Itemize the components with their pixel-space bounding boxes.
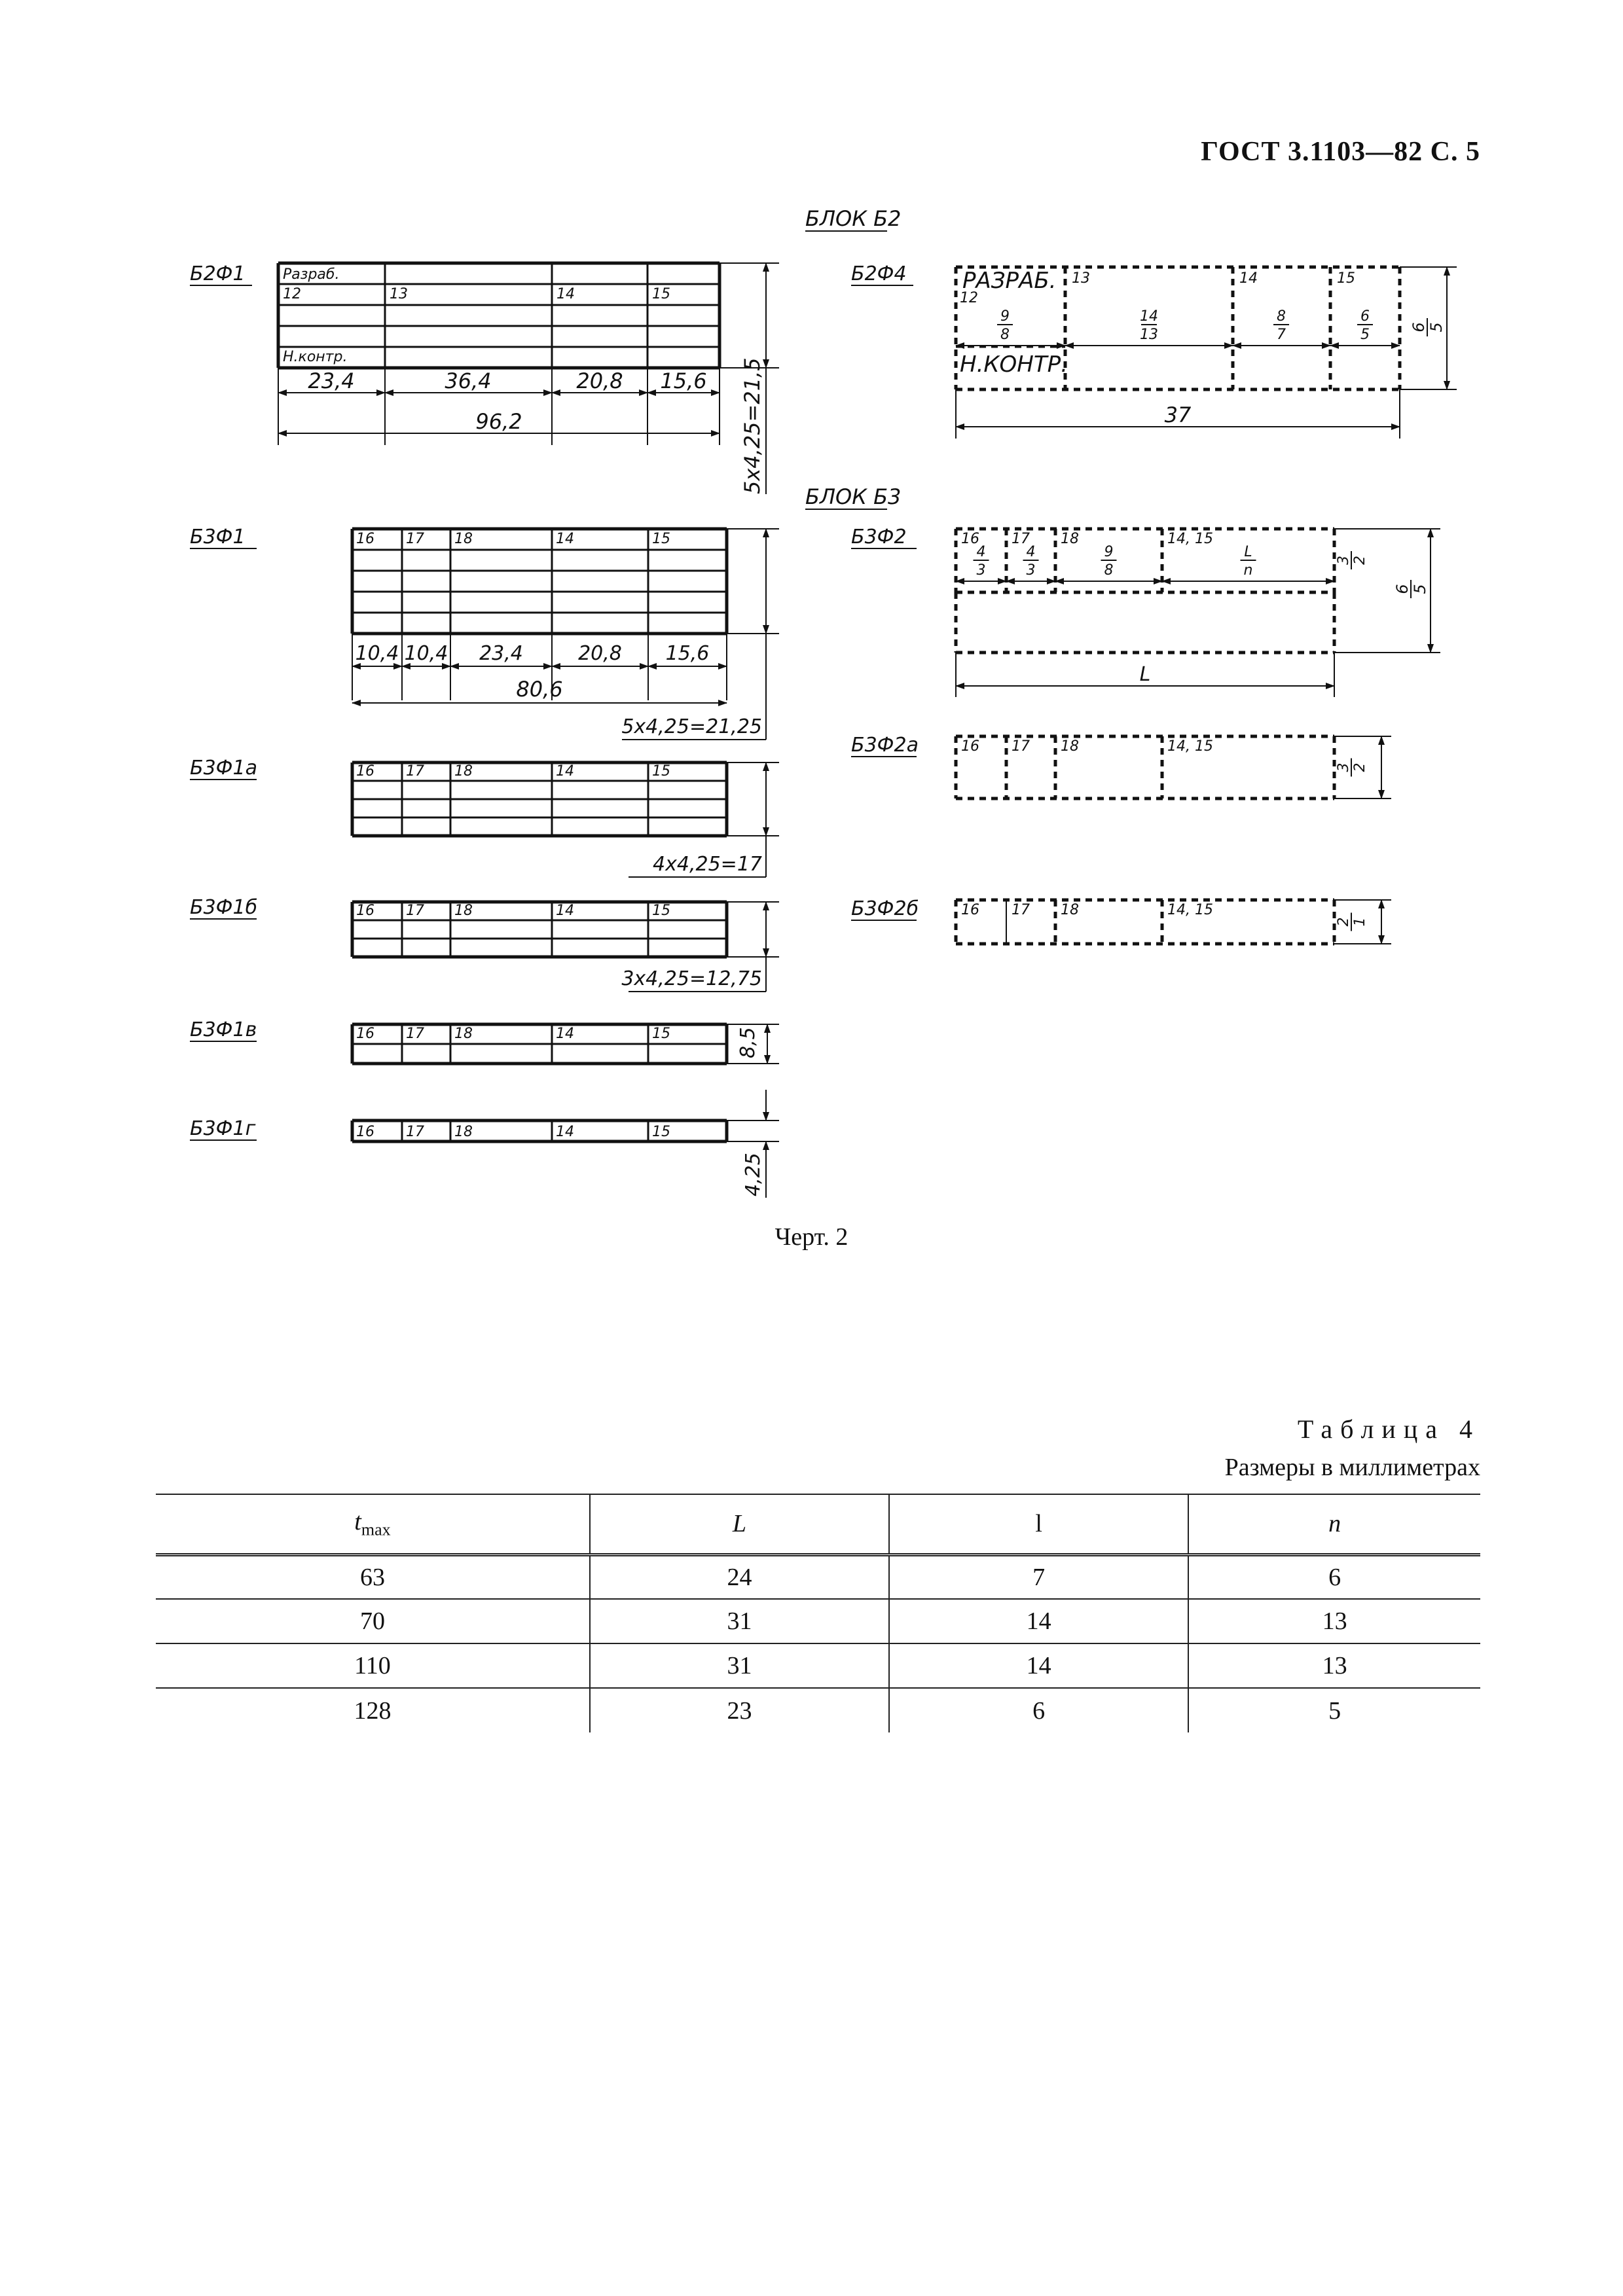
b2f1-cell-label: 14: [556, 286, 575, 302]
table-row: [156, 1554, 1480, 1599]
block-b2-label: БЛОК Б2: [805, 206, 902, 231]
b2f1-cell-label: 12: [283, 286, 301, 302]
b2f1-width: 36,4: [445, 368, 492, 393]
b3f1v-height: 8,5: [737, 1027, 759, 1058]
b3f2b-ratio-denominator: 1: [1352, 917, 1368, 927]
b3f1g-cell-label: 18: [454, 1124, 473, 1140]
b2f4-ratio-denominator: 8: [1000, 327, 1010, 343]
b3f1a-cell-label: 15: [652, 763, 670, 780]
b3f2-height-ratio-denominator: 5: [1411, 584, 1429, 594]
b3f2a-cell-label: 16: [961, 738, 979, 755]
b2f4-ratio-denominator: 5: [1360, 327, 1370, 343]
b3f2a-cell-label: 17: [1012, 738, 1030, 755]
b3f1-width: 10,4: [404, 642, 448, 665]
b3f2-row-ratio-denominator: 2: [1352, 556, 1368, 565]
b3f1b-name: Б3Ф1б: [190, 896, 258, 919]
b3f2b-cell-label: 17: [1012, 902, 1030, 918]
b3f2-cell-label: 17: [1012, 531, 1030, 547]
b2f4-ratio-numerator: 14: [1140, 308, 1158, 325]
b3f1v-cell-label: 16: [356, 1026, 374, 1042]
b3f1v-cell-label: 18: [454, 1026, 473, 1042]
header-t-main: t: [354, 1508, 361, 1536]
b3f2-ratio-denominator: 3: [1026, 562, 1036, 579]
b3f1g-cell-label: 17: [406, 1124, 424, 1140]
table-subtitle: Размеры в миллиметрах: [1224, 1454, 1480, 1481]
b3f2b-cell-label: 16: [961, 902, 979, 918]
b2f1-width: 23,4: [308, 368, 355, 393]
cell: 14: [889, 1599, 1188, 1643]
b3f1v-cell-label: 14: [556, 1026, 574, 1042]
b3f1b-cell-label: 17: [406, 903, 424, 919]
b3f1a-cell-label: 18: [454, 763, 473, 780]
b3f1-width: 20,8: [578, 642, 622, 665]
b3f2-ratio-denominator: n: [1243, 562, 1253, 579]
b3f2-name: Б3Ф2: [851, 526, 907, 548]
b3f2-cell-label: 18: [1061, 531, 1079, 547]
b2f4-cell-label: 15: [1337, 270, 1355, 287]
b3f2-row-ratio-numerator: 3: [1336, 556, 1352, 565]
dimensions-table: [156, 1494, 1480, 1732]
b2f1-width: 20,8: [576, 368, 623, 393]
b3f1v-name: Б3Ф1в: [190, 1018, 257, 1041]
table-row: [156, 1599, 1480, 1643]
b3f1-height: 5x4,25=21,25: [621, 715, 762, 738]
b3f2a-ratio-denominator: 2: [1352, 762, 1368, 772]
b3f1a-height: 4x4,25=17: [653, 853, 762, 876]
b3f1a-cell-label: 14: [556, 763, 574, 780]
cell: 24: [590, 1554, 889, 1599]
b3f1b-cell-label: 14: [556, 903, 574, 919]
b3f2-cell-label: 16: [961, 531, 979, 547]
table-row: [156, 1688, 1480, 1732]
b2f4-total: 37: [1164, 403, 1192, 427]
b2f4-ratio-numerator: 6: [1360, 308, 1370, 325]
cell: 6: [889, 1688, 1188, 1732]
b3f1a-name: Б3Ф1а: [190, 757, 257, 780]
b3f2b-ratio-numerator: 2: [1336, 917, 1352, 927]
b3f2a-cell-label: 14, 15: [1167, 738, 1213, 755]
b3f2b-cell-label: 14, 15: [1167, 902, 1213, 918]
cell: 13: [1188, 1599, 1480, 1643]
b3f1-width: 10,4: [355, 642, 399, 665]
b3f1g-height: 4,25: [742, 1153, 765, 1196]
b3f1b-cell-label: 18: [454, 903, 473, 919]
cell: 14: [889, 1643, 1188, 1688]
b3f1-cell-label: 16: [356, 531, 374, 547]
cell: 70: [156, 1599, 590, 1643]
b2f4-cell-label: 12: [960, 290, 978, 306]
b3f1g-cell-label: 16: [356, 1124, 374, 1140]
b2f1-name: Б2Ф1: [190, 262, 246, 285]
b2f4-cell-label: РАЗРАБ.: [962, 268, 1057, 294]
b3f1v-cell-label: 17: [406, 1026, 424, 1042]
b2f1-cell-label: 15: [652, 286, 670, 302]
b3f1b-cell-label: 16: [356, 903, 374, 919]
header-t-max: [156, 1494, 590, 1554]
cell: 6: [1188, 1554, 1480, 1599]
b3f1-name: Б3Ф1: [190, 526, 246, 548]
b3f1-total: 80,6: [516, 677, 563, 702]
table-title: Таблица 4: [1297, 1414, 1480, 1444]
b3f1-width: 23,4: [479, 642, 523, 665]
b3f1v-cell-label: 15: [652, 1026, 670, 1042]
b3f2-ratio-numerator: 4: [1026, 544, 1036, 560]
b2f4-height-ratio-denominator: 5: [1427, 322, 1446, 332]
b3f1-cell-label: 17: [406, 531, 424, 547]
page-header: ГОСТ 3.1103—82 С. 5: [1201, 137, 1480, 167]
b2f1-height: 5x4,25=21,5: [740, 357, 765, 494]
b2f4-cell-label: Н.КОНТР.: [960, 351, 1068, 378]
cell: 23: [590, 1688, 889, 1732]
b3f2-cell-label: 14, 15: [1167, 531, 1213, 547]
header-t-sub: max: [361, 1520, 391, 1540]
b3f1b-height: 3x4,25=12,75: [621, 967, 762, 990]
b3f2a-name: Б3Ф2а: [851, 734, 919, 757]
b2f4-ratio-denominator: 13: [1140, 327, 1158, 343]
b3f2-ratio-numerator: 4: [976, 544, 986, 560]
header-l: l: [889, 1494, 1188, 1554]
b3f2a-cell-label: 18: [1061, 738, 1079, 755]
b3f2-height-ratio-numerator: 6: [1393, 584, 1412, 594]
b3f2a-ratio-numerator: 3: [1336, 762, 1352, 772]
cell: 31: [590, 1643, 889, 1688]
b3f1-cell-label: 14: [556, 531, 574, 547]
b3f2-ratio-numerator: L: [1244, 544, 1252, 560]
b2f1-cell-label: 13: [390, 286, 408, 302]
b2f1-cell-label: Н.контр.: [283, 349, 348, 365]
b2f4-cell-label: 13: [1072, 270, 1090, 287]
b3f1-cell-label: 15: [652, 531, 670, 547]
cell: 7: [889, 1554, 1188, 1599]
b2f4-ratio-denominator: 7: [1277, 327, 1286, 343]
b3f2-ratio-denominator: 8: [1104, 562, 1114, 579]
b3f1b-cell-label: 15: [652, 903, 670, 919]
b3f1g-cell-label: 14: [556, 1124, 574, 1140]
header-L: L: [590, 1494, 889, 1554]
figure-caption: Черт. 2: [775, 1223, 848, 1251]
table-header-row: [156, 1494, 1480, 1554]
b2f1-total: 96,2: [475, 409, 522, 434]
b3f2b-name: Б3Ф2б: [851, 897, 919, 920]
cell: 13: [1188, 1643, 1480, 1688]
header-n: n: [1188, 1494, 1480, 1554]
b2f4-ratio-numerator: 9: [1000, 308, 1010, 325]
b2f4-height-ratio-numerator: 6: [1410, 322, 1428, 332]
cell: 110: [156, 1643, 590, 1688]
b3f2-ratio-numerator: 9: [1104, 544, 1114, 560]
b3f2-ratio-denominator: 3: [976, 562, 986, 579]
b3f1a-cell-label: 17: [406, 763, 424, 780]
b3f1g-cell-label: 15: [652, 1124, 670, 1140]
b2f4-name: Б2Ф4: [851, 262, 907, 285]
block-b3-label: БЛОК Б3: [805, 484, 902, 509]
b2f1-width: 15,6: [660, 368, 707, 393]
cell: 31: [590, 1599, 889, 1643]
b2f4-cell-label: 14: [1239, 270, 1258, 287]
b2f1-cell-label: Разраб.: [283, 266, 340, 283]
cell: 5: [1188, 1688, 1480, 1732]
b3f1a-cell-label: 16: [356, 763, 374, 780]
b3f1g-name: Б3Ф1г: [190, 1117, 256, 1140]
b3f1-cell-label: 18: [454, 531, 473, 547]
cell: 63: [156, 1554, 590, 1599]
b3f2b-cell-label: 18: [1061, 902, 1079, 918]
cell: 128: [354, 1696, 392, 1725]
b2f4-ratio-numerator: 8: [1277, 308, 1286, 325]
table-row: [156, 1643, 1480, 1688]
b3f1-width: 15,6: [665, 642, 710, 665]
b3f2-total: L: [1139, 663, 1151, 686]
